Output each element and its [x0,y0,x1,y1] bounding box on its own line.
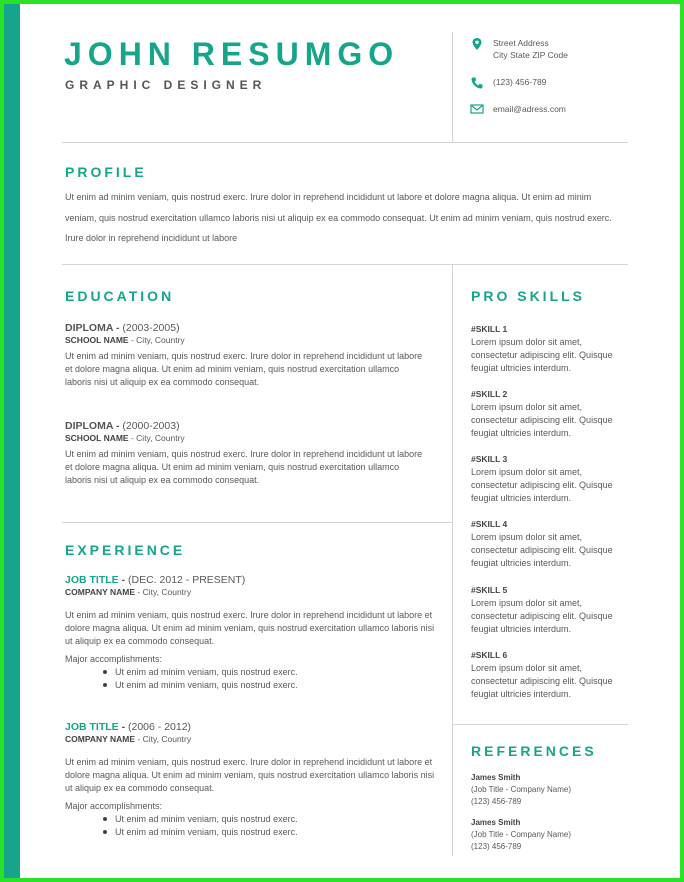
degree-years: (2000-2003) [119,420,180,432]
job-dash: - [118,721,126,733]
degree-name: DIPLOMA - [65,322,120,334]
reference-phone: (123) 456-789 [471,842,522,851]
reference-role: (Job Title - Company Name) [471,830,572,839]
job-title: JOB TITLE [65,574,119,586]
candidate-title: GRAPHIC DESIGNER [65,78,267,92]
company-location: - City, Country [135,734,192,744]
school-location: - City, Country [128,433,185,443]
list-item: Ut enim ad minim veniam, quis nostrud exerc. [65,813,435,826]
education-description: Ut enim ad minim veniam, quis nostrud exerc. Irure dolor in reprehend incididunt ut labore et dolore magna aliqua. Ut enim ad minim veniam, quis nostrud exercitation ullamco laboris nisi ut aliquip ex ea commodo consequat. [65,449,423,485]
education-divider [62,522,452,523]
company-location: - City, Country [135,587,192,597]
education-heading: EDUCATION [65,288,175,304]
skill-item [471,584,631,636]
company-name: COMPANY NAME [65,587,136,597]
list-item: Ut enim ad minim veniam, quis nostrud exerc. [65,679,435,692]
contact-address [470,37,568,61]
education-entry [65,322,425,389]
profile-divider [62,264,628,265]
phone-icon [470,76,484,90]
skill-title: #SKILL 1 [471,324,508,334]
school-line [65,433,425,443]
accent-strip [4,4,20,878]
contact-phone [470,76,546,90]
school-location: - City, Country [128,335,185,345]
header-divider-vertical [452,32,453,142]
job-line [65,574,435,586]
education-description: Ut enim ad minim veniam, quis nostrud exerc. Irure dolor in reprehend incididunt ut labore et dolore magna aliqua. Ut enim ad minim veniam, quis nostrud exercitation ullamco laboris nisi ut aliquip ex ea commodo consequat. [65,351,423,387]
skill-title: #SKILL 6 [471,650,508,660]
job-description: Ut enim ad minim veniam, quis nostrud exerc. Irure dolor in reprehend incididunt ut labore et dolore magna aliqua. Ut enim ad minim veniam, quis nostrud exercitation ullamco laboris nisi ut aliquip ex ea commodo consequat. [65,757,435,793]
list-item: Ut enim ad minim veniam, quis nostrud exerc. [65,666,435,679]
skill-description: Lorem ipsum dolor sit amet, consectetur adipiscing elit. Quisque feugiat ultricies interdum. [471,337,613,373]
job-title: JOB TITLE [65,721,119,733]
skill-description: Lorem ipsum dolor sit amet, consectetur adipiscing elit. Quisque feugiat ultricies interdum. [471,532,613,568]
resume-page [4,4,680,878]
reference-item [471,817,631,853]
references-heading: REFERENCES [471,743,597,759]
skill-title: #SKILL 2 [471,389,508,399]
candidate-name: JOHN RESUMGO [64,36,400,72]
job-line [65,721,435,733]
experience-entry [65,574,435,692]
experience-entry [65,721,435,839]
location-pin-icon [470,37,484,51]
skill-description: Lorem ipsum dolor sit amet, consectetur adipiscing elit. Quisque feugiat ultricies interdum. [471,598,613,634]
list-item: Ut enim ad minim veniam, quis nostrud exerc. [65,826,435,839]
email-link[interactable]: email@adress.com [493,104,566,114]
skill-title: #SKILL 5 [471,585,508,595]
skill-item [471,388,631,440]
profile-text: Ut enim ad minim veniam, quis nostrud exerc. Irure dolor in reprehend incididunt ut labore et dolore magna aliqua. Ut enim ad minim veniam, quis nostrud exercitation ullamco laboris nisi ut aliquip ex ea commodo consequat. Ut enim ad minim veniam, quis nostrud exerc. Irure dolor in reprehend incididunt ut labore [65,192,612,243]
degree-years: (2003-2005) [119,322,180,334]
degree-line [65,420,425,432]
school-line [65,335,425,345]
accomplishments-label: Major accomplishments: [65,654,163,664]
skill-title: #SKILL 3 [471,454,508,464]
address-line-1: Street Address [493,38,549,48]
accomplishments-label: Major accomplishments: [65,801,163,811]
reference-phone: (123) 456-789 [471,797,522,806]
degree-line [65,322,425,334]
skills-heading: PRO SKILLS [471,288,586,304]
skill-description: Lorem ipsum dolor sit amet, consectetur adipiscing elit. Quisque feugiat ultricies interdum. [471,663,613,699]
address-line-2: City State ZIP Code [493,50,568,60]
phone-number: (123) 456-789 [493,77,547,87]
accomplishments-list [65,666,435,692]
reference-item [471,772,631,808]
reference-name: James Smith [471,773,521,782]
envelope-icon [470,102,484,116]
education-entry [65,420,425,487]
company-name: COMPANY NAME [65,734,136,744]
job-dates: (2006 - 2012) [125,721,192,733]
skill-item [471,518,631,570]
skill-description: Lorem ipsum dolor sit amet, consectetur adipiscing elit. Quisque feugiat ultricies interdum. [471,402,613,438]
column-divider [452,264,453,856]
degree-name: DIPLOMA - [65,420,120,432]
skill-item [471,323,631,375]
skill-description: Lorem ipsum dolor sit amet, consectetur adipiscing elit. Quisque feugiat ultricies interdum. [471,467,613,503]
job-dash: - [118,574,126,586]
accomplishments-list [65,813,435,839]
skill-item [471,453,631,505]
contact-email [470,102,566,116]
experience-heading: EXPERIENCE [65,542,186,558]
header-divider [62,142,628,143]
reference-role: (Job Title - Company Name) [471,785,572,794]
skills-divider [452,724,628,725]
company-line [65,734,435,744]
school-name: SCHOOL NAME [65,335,129,345]
skill-title: #SKILL 4 [471,519,508,529]
job-description: Ut enim ad minim veniam, quis nostrud exerc. Irure dolor in reprehend incididunt ut labore et dolore magna aliqua. Ut enim ad minim veniam, quis nostrud exercitation ullamco laboris nisi ut aliquip ex ea commodo consequat. [65,610,435,646]
profile-heading: PROFILE [65,164,147,180]
skill-item [471,649,631,701]
job-dates: (DEC. 2012 - PRESENT) [125,574,246,586]
company-line [65,587,435,597]
reference-name: James Smith [471,818,521,827]
school-name: SCHOOL NAME [65,433,129,443]
